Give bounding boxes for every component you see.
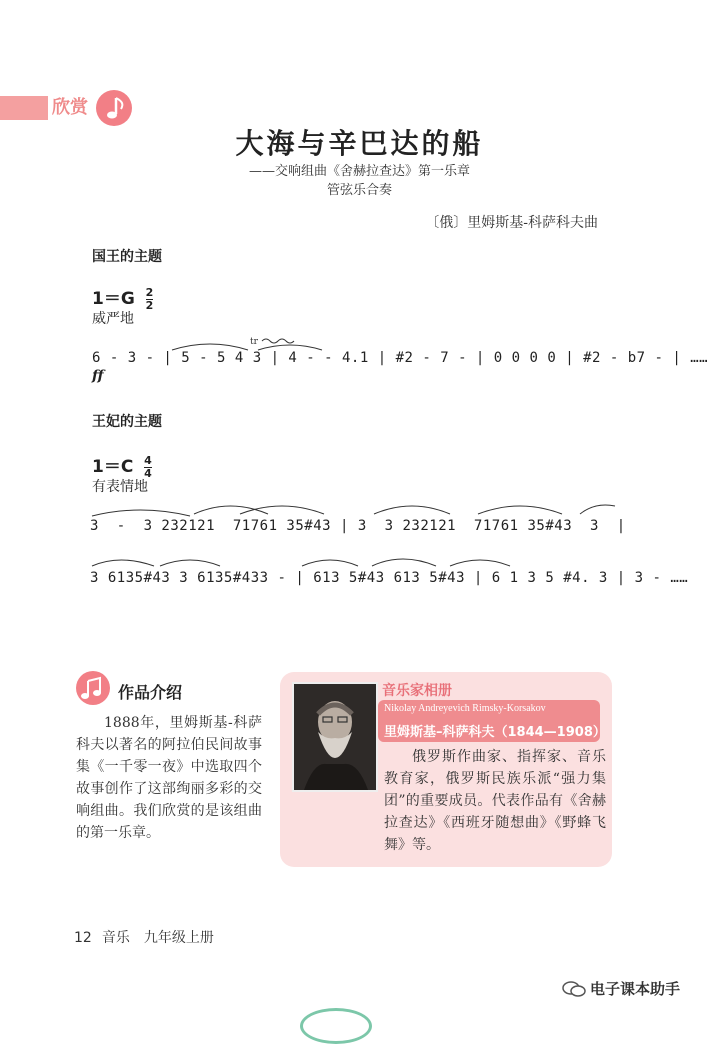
queen-theme-notation-line1: 3 - 3 232121 71761 35#43 | 3 3 232121 71761 35#43 3 | (90, 518, 626, 534)
music-note-icon (96, 90, 132, 126)
queen-theme-heading: 王妃的主题 (92, 414, 162, 430)
time-signature: $\frac{2}{2}$ (145, 286, 154, 312)
intro-paragraph: 1888年，里姆斯基-科萨科夫以著名的阿拉伯民间故事集《一千零一夜》中选取四个故事创作了这部绚丽多彩的交响组曲。我们欣赏的是该组曲的第一乐章。 (76, 715, 262, 841)
composer-name-zh: 里姆斯基–科萨科夫（1844—1908） (384, 725, 606, 740)
page-decoration (300, 1008, 372, 1044)
composer-name-en: Nikolay Andreyevich Rimsky-Korsakov (384, 703, 546, 714)
book-label: 音乐 九年级上册 (101, 930, 214, 946)
chat-bubble-icon (562, 980, 584, 996)
queen-theme-slurs-1 (90, 496, 620, 520)
composer-bio: 俄罗斯作曲家、指挥家、音乐教育家，俄罗斯民族乐派“强力集团”的重要成员。代表作品有《舍赫拉查达》《西班牙随想曲》《野蜂飞舞》等。 (384, 749, 606, 853)
king-theme-heading: 国王的主题 (92, 249, 162, 265)
queen-theme-slurs-2 (90, 550, 620, 572)
queen-theme-tempo: 有表情地 (92, 479, 148, 495)
queen-theme-notation-line2: 3 6135#43 3 6135#433 - | 613 5#43 613 5#43 | 6 1 3 5 #4. 3 | 3 - …… (90, 570, 689, 586)
queen-theme-key (92, 452, 152, 479)
intro-heading: 作品介绍 (118, 683, 183, 702)
composer-portrait (292, 682, 378, 792)
dynamic-marking: ff (92, 368, 104, 384)
page-footer (74, 927, 214, 947)
page-title: 大海与辛巴达的船 (235, 127, 484, 160)
king-theme-tempo: 威严地 (92, 311, 134, 327)
king-theme-key (92, 284, 153, 311)
composer-credit: 〔俄〕里姆斯基-科萨科夫曲 (425, 215, 598, 231)
king-theme-notation: 6 - 3 - | 5 - 5 4 3 | 4 - - 4.1 | #2 - 7 - | 0 0 0 0 | #2 - b7 - | …… (92, 350, 709, 366)
time-signature: $\frac{4}{4}$ (144, 454, 152, 480)
svg-text:tr: tr (250, 337, 258, 347)
key-signature: 1＝C (92, 457, 134, 477)
watermark-text: 电子课本助手 (590, 980, 681, 998)
musician-card-title: 音乐家相册 (382, 683, 452, 699)
king-theme-slurs (150, 336, 610, 356)
performance-type: 管弦乐合奏 (326, 183, 392, 198)
page-number: 12 (74, 930, 92, 946)
key-signature: 1＝G (92, 289, 135, 309)
page-subtitle: ——交响组曲《舍赫拉查达》第一乐章 (248, 164, 470, 179)
section-tag-bar (0, 96, 48, 120)
section-tag-label: 欣赏 (52, 97, 88, 118)
music-notes-icon (76, 671, 110, 705)
